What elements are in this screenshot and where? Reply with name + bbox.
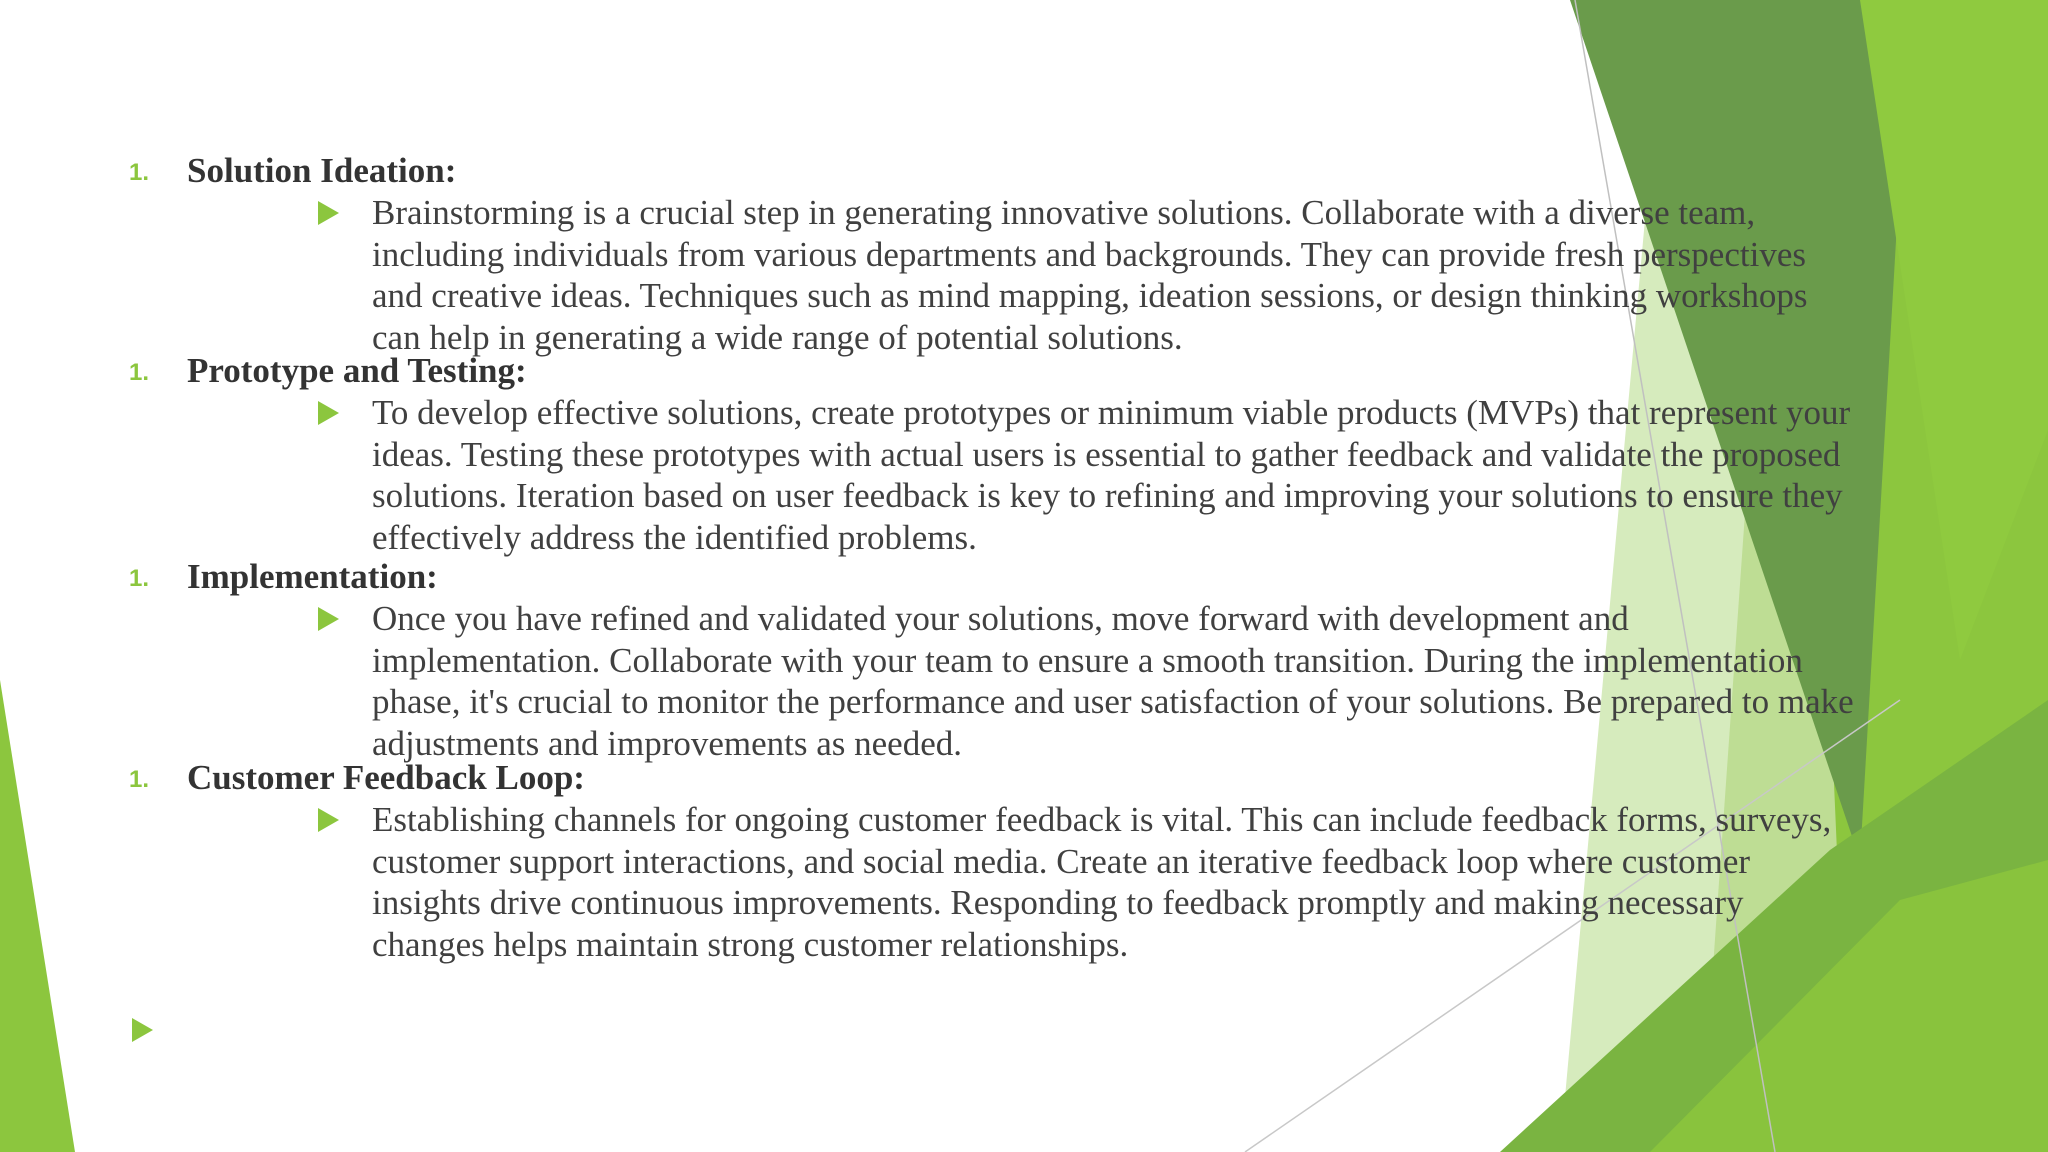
section-paragraph xyxy=(372,598,2012,764)
paragraph-line: adjustments and improvements as needed. xyxy=(372,723,962,763)
section-paragraph xyxy=(372,392,2012,558)
paragraph-line: can help in generating a wide range of potential solutions. xyxy=(372,317,1183,357)
paragraph-line: phase, it's crucial to monitor the performance and user satisfaction of your solutions. Be prepared to make xyxy=(372,682,1854,722)
section-heading-prototype-testing: Prototype and Testing: xyxy=(187,351,527,390)
triangle-right-icon xyxy=(318,401,339,425)
paragraph-line: effectively address the identified problems. xyxy=(372,517,977,557)
section-heading-customer-feedback-loop: Customer Feedback Loop: xyxy=(187,758,585,797)
paragraph-line: Once you have refined and validated your solutions, move forward with development and xyxy=(372,599,1629,638)
section-paragraph xyxy=(372,799,2012,965)
list-number: 1. xyxy=(129,359,150,386)
section-heading-implementation: Implementation: xyxy=(187,557,438,596)
paragraph-line: solutions. Iteration based on user feedback is key to refining and improving your solutions to ensure they xyxy=(372,476,1843,516)
paragraph-line: changes helps maintain strong customer relationships. xyxy=(372,924,1129,964)
paragraph-line: implementation. Collaborate with your team to ensure a smooth transition. During the implementation xyxy=(372,640,1803,680)
section-paragraph xyxy=(372,192,2012,358)
paragraph-line: Establishing channels for ongoing customer feedback is vital. This can include feedback forms, surveys, xyxy=(372,800,1832,839)
section-heading-solution-ideation: Solution Ideation: xyxy=(187,151,457,190)
paragraph-line: and creative ideas. Techniques such as mind mapping, ideation sessions, or design thinking workshops xyxy=(372,276,1808,316)
paragraph-line: insights drive continuous improvements. Responding to feedback promptly and making necessary xyxy=(372,883,1744,923)
list-number: 1. xyxy=(129,159,150,186)
triangle-right-icon xyxy=(318,808,339,832)
paragraph-line: customer support interactions, and social media. Create an iterative feedback loop where customer xyxy=(372,841,1751,881)
paragraph-line: To develop effective solutions, create prototypes or minimum viable products (MVPs) that represent your xyxy=(372,393,1851,432)
list-number: 1. xyxy=(129,766,150,793)
list-number: 1. xyxy=(129,565,150,592)
empty-bullet-triangle-icon xyxy=(132,1018,153,1042)
paragraph-line: Brainstorming is a crucial step in generating innovative solutions. Collaborate with a diverse team, xyxy=(372,193,1756,232)
triangle-right-icon xyxy=(318,607,339,631)
paragraph-line: ideas. Testing these prototypes with actual users is essential to gather feedback and validate the proposed xyxy=(372,434,1841,474)
paragraph-line: including individuals from various departments and backgrounds. They can provide fresh perspectives xyxy=(372,234,1806,274)
triangle-right-icon xyxy=(318,201,339,225)
